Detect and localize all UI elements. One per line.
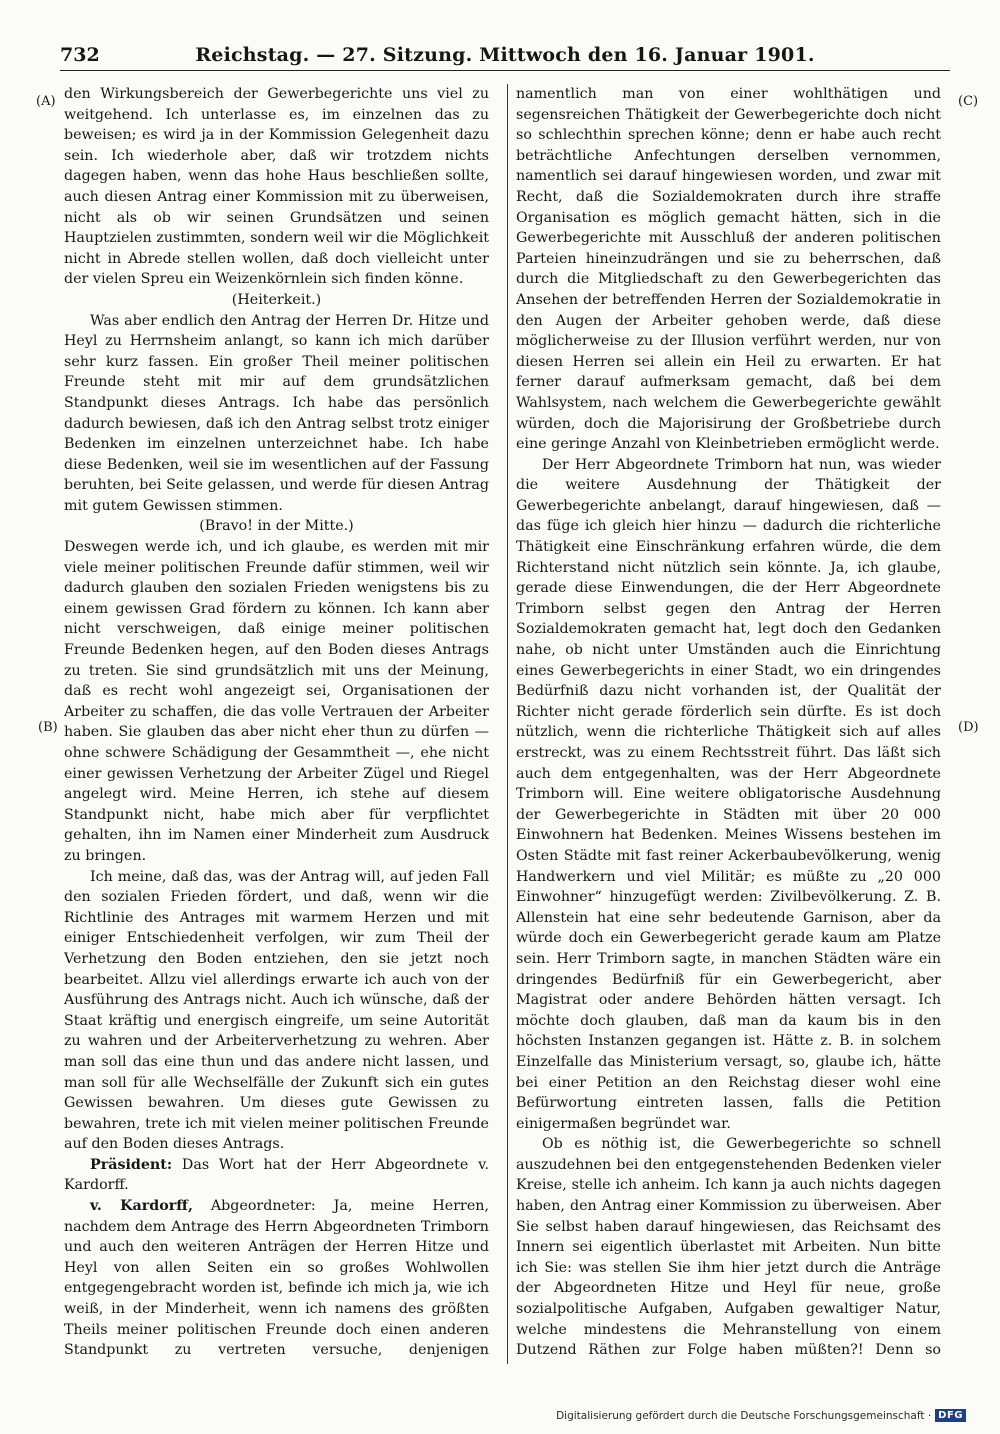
paragraph: Deswegen werde ich, und ich glaube, es werden mit mir viele meiner politischen Freunde dafür stimmen, weil wir dadurch glauben den sozialen Frieden wenigstens bis zu einem gewissen Grad fördern zu können. Ich kann aber nicht verschweigen, daß einige meiner politischen Freunde Bedenken hegen, auf den Boden dieses Antrags zu treten. Sie sind grundsätzlich mit uns der Meinung, daß es recht wohl angezeigt sei, Organisationen der Arbeiter zu schaffen, die das volle Vertrauen der Arbeiter haben. Sie glauben das aber nicht eher thun zu dürfen — ohne schwere Schädigung der Gesammtheit —, ehe nicht einer gewissen Verhetzung der Arbeiter Zügel und Riegel angelegt wird. Meine Herren, ich stehe auf diesem Standpunkt nicht, habe mich aber für verpflichtet gehalten, ihn im Namen einer Minderheit zum Ausdruck zu bringen. [64,539,489,864]
paragraph: Der Herr Abgeordnete Trimborn hat nun, was wieder die weitere Ausdehnung der Thätigkeit der Gewerbegerichte anbelangt, darauf hingewiesen, daß — das füge ich gleich hier hinzu — dadurch die richterliche Thätigkeit eine Einschränkung erfahren würde, die dem Richterstand nicht nützlich sein könnte. Ja, ich glaube, gerade diese Einwendungen, die der Herr Abgeordnete Trimborn selbst gegen den Antrag der Herren Sozialdemokraten gemacht hat, legt doch den Gedanken nahe, ob nicht unter Umständen auch die Einrichtung eines Gewerbegerichts in einer Stadt, wo ein dringendes Bedürfniß dazu nicht vorhanden ist, der Qualität der Richter nicht gerade förderlich sein dürfte. Es ist doch nützlich, wenn die richterliche Thätigkeit sich auf alles erstreckt, was zu einem Rechtsstreit führt. Das läßt sich auch dem entgegenhalten, was der Herr Abgeordnete Trimborn will. Eine weitere obligatorische Ausdehnung der Gewerbegerichte in Städten mit über 20 000 Einwohnern hat Bedenken. Meines Wissens bestehen im Osten Städte mit fast reiner Ackerbaubevölkerung, wenig Handwerkern und viel Militär; es müßte zu „20 000 Einwohner“ hinzugefügt werden: Zivilbevölkerung. Z. B. Allenstein hat eine sehr bedeutende Garnison, aber da würde doch ein Gewerbegericht gerade kaum am Platze sein. Herr Trimborn sagte, in manchen Städten wäre ein dringendes Bedürfniß für ein Gewerbegericht, aber Magistrat oder andere Behörden hätten versagt. Ich möchte doch glauben, daß man da kaum bis in den höchsten Instanzen gegangen ist. Hätte z. B. in solchem Einzelfalle das Ministerium versagt, so, glaube ich, hätte bei einer Petition an den Reichstag dieser wohl eine Befürwortung eintreten lassen, falls die Petition einigermaßen begründet war. [516,456,941,1132]
paragraph: Ob es nöthig ist, die Gewerbegerichte so schnell auszudehnen bei den entgegenstehenden Bedenken vieler Kreise, stelle ich anheim. Ich kann ja auch nichts dagegen haben, den Antrag einer Kommission zu überweisen. Aber Sie selbst haben darauf hingewiesen, das Reichsamt des Innern sei eigentlich überlastet mit Arbeiten. Nun bitte ich Sie: was stellen Sie ihm hier jetzt durch die Anträge der Abgeordneten Hitze und Heyl für neue, große sozialpolitische Aufgaben, Aufgaben gewaltiger Natur, welche mindestens die Mehranstellung von einem Dutzend Räthen zur Folge haben müßten?! Denn so [516,1136,941,1359]
margin-mark-d: (D) [958,720,979,735]
margin-mark-c: (C) [958,94,979,109]
paragraph: Ich meine, daß das, was der Antrag will, auf jeden Fall den sozialen Frieden fördert, und daß, wenn wir die Richtlinie des Antrages mit warmem Herzen und mit einiger Entschiedenheit verfolgen, wir zum Theil der Verhetzung den Boden entziehen, den sie jetzt noch bearbeitet. Allzu viel allerdings erwarte ich auch von der Ausführung des Antrags nicht. Auch ich wünsche, daß der Staat kräftig und energisch eingreife, um seine Autorität zu wahren und der Arbeiterverhetzung zu wehren. Aber man soll das eine thun und das andere nicht lassen, und man soll für alle Wechselfälle der Zukunft sich ein gutes Gewissen bewahren. Um dieses gute Gewissen zu bewahren, trete ich mit vielen meiner politischen Freunde auf den Boden dieses Antrags. [64,868,489,1153]
margin-mark-a: (A) [36,94,56,109]
speaker-paragraph: Präsident: Das Wort hat der Herr Abgeordnete v. Kardorff. [64,1156,489,1194]
margin-mark-b: (B) [38,720,58,735]
paragraph: namentlich man von einer wohlthätigen und segensreichen Thätigkeit der Gewerbegerichte doch nicht so schlechthin sprechen könne; denn er habe auch recht beträchtliche Anfechtungen derselben vernommen, namentlich sei darauf hingewiesen worden, und zwar mit Recht, daß die Sozialdemokraten durch ihre straffe Organisation es möglich gemacht hätten, sich in die Gewerbegerichte mit Ausschluß der anderen politischen Parteien hineinzudrängen und sie zu beherrschen, daß durch die Mitgliedschaft zu den Gewerbegerichten das Ansehen der betreffenden Herren der Sozialdemokratie in den Augen der Arbeiter gehoben werde, daß diese möglicherweise zu der Illusion verführt werden, nur von diesen Herren sei allein ein Heil zu erwarten. Er hat ferner darauf aufmerksam gemacht, daß bei dem Wahlsystem, nach welchem die Gewerbegerichte gewählt würden, doch die Majorisirung der Großbetriebe durch eine geringe Anzahl von Kleinbetrieben ermöglicht werde. [516,86,941,453]
column-divider [507,84,508,1364]
speaker-label: v. Kardorff, [90,1198,193,1215]
running-title: Reichstag. — 27. Sitzung. Mittwoch den 16. Januar 1901. [195,44,815,66]
paragraph: Was aber endlich den Antrag der Herren Dr. Hitze und Heyl zu Herrnsheim anlangt, so kann ich mich darüber sehr kurz fassen. Ein großer Theil meiner politischen Freunde steht mit mir auf dem grundsätzlichen Standpunkt dieses Antrags. Ich habe das persönlich dadurch bewiesen, daß ich den Antrag selbst trotz einiger Bedenken im einzelnen unterzeichnet habe. Ich habe diese Bedenken, weil sie im wesentlichen auf der Fassung beruhten, bei Seite gelassen, und werde für diesen Antrag mit gutem Gewissen stimmen. [64,312,489,514]
digitization-credit [556,1409,966,1422]
interjection: (Bravo! in der Mitte.) [199,518,354,535]
interjection: (Heiterkeit.) [231,291,322,308]
credit-text: Digitalisierung gefördert durch die Deutsche Forschungsgemeinschaft · [556,1409,932,1422]
speaker-label: Präsident: [90,1156,173,1173]
dfg-logo: DFG [935,1409,966,1422]
page-number: 732 [60,44,100,66]
right-column [516,84,941,1364]
speaker-paragraph: v. Kardorff, Abgeordneter: Ja, meine Herren, nachdem dem Antrage des Herrn Abgeordneten Trimborn und auch den weiteren Anträgen der Herren Hitze und Heyl von allen Seiten ein so großes Wohlwollen entgegengebracht worden ist, befinde ich mich ja, wie ich weiß, in der Minderheit, wenn ich namens des größten Theils meiner politischen Freunde doch einen anderen Standpunkt zu vertreten versuche, denjenigen [64,1198,489,1359]
paragraph: den Wirkungsbereich der Gewerbegerichte uns viel zu weitgehend. Ich unterlasse es, im einzelnen das zu beweisen; es wird ja in der Kommission Gelegenheit dazu sein. Ich wiederhole aber, daß wir trotzdem nichts dagegen haben, wenn das hohe Haus beschließen sollte, auch diesen Antrag einer Kommission mit zu überweisen, nicht als ob wir seinen Grundsätzen und seinen Hauptzielen zustimmten, sondern weil wir die Möglichkeit nicht in Abrede stellen wollen, daß doch vielleicht unter der vielen Spreu ein Weizenkörnlein sich finden könne. [64,86,489,288]
left-column [64,84,489,1364]
page-header [60,40,950,71]
